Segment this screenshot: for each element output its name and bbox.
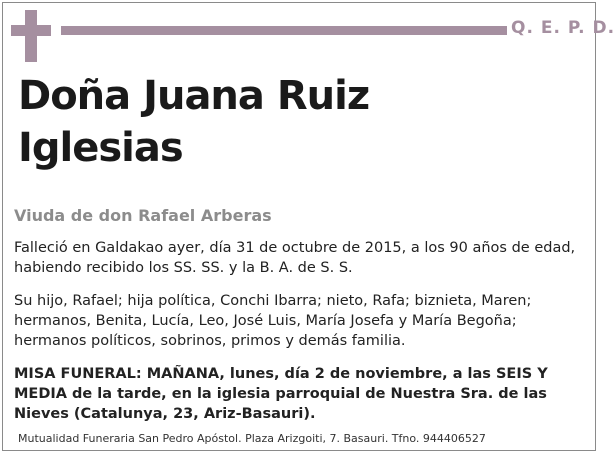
- family-paragraph: Su hijo, Rafael; hija política, Conchi Ibarra; nieto, Rafa; biznieta, Maren; hermanos, Benita, Lucía, Leo, José Luis, María Josefa y María Begoña; hermanos políticos, sobrinos, primos y demás familia.: [14, 293, 532, 349]
- widow-subtitle: Viuda de don Rafael Arberas: [14, 206, 272, 225]
- funeral-mass-paragraph: MISA FUNERAL: MAÑANA, lunes, día 2 de noviembre, a las SEIS Y MEDIA de la tarde, en la iglesia parroquial de Nuestra Sra. de las Nieves (Catalunya, 23, Ariz-Basauri).: [14, 366, 548, 422]
- header-divider: [61, 26, 507, 35]
- qepd-label: Q. E. P. D.: [511, 18, 615, 38]
- deceased-name: [18, 70, 578, 174]
- cross-horizontal-bar: [11, 25, 51, 36]
- deceased-name-line2: Iglesias: [18, 125, 183, 171]
- funeral-home-footer: Mutualidad Funeraria San Pedro Apóstol. Plaza Arizgoiti, 7. Basauri. Tfno. 944406527: [18, 432, 486, 445]
- cross-vertical-bar: [25, 10, 37, 62]
- death-notice-paragraph: Falleció en Galdakao ayer, día 31 de octubre de 2015, a los 90 años de edad, habiendo recibido los SS. SS. y la B. A. de S. S.: [14, 240, 576, 276]
- deceased-name-line1: Doña Juana Ruiz: [18, 73, 370, 119]
